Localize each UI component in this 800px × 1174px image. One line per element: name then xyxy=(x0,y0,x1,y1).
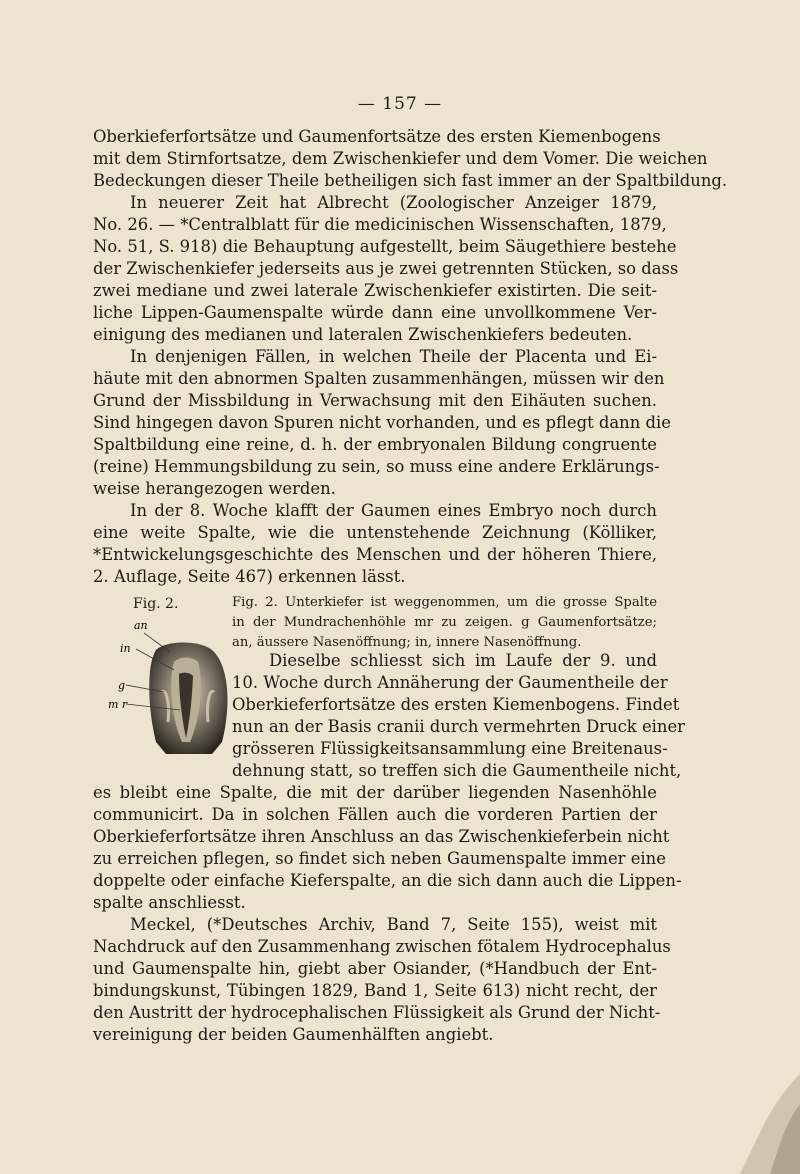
text-line: (reine) Hemmungsbildung zu sein, so muss eine andere Erklärungs- xyxy=(93,457,660,476)
text-line: und Gaumenspalte hin, giebt aber Osiander, (*Handbuch der Ent- xyxy=(93,959,657,978)
text-line: liche Lippen-Gaumenspalte würde dann eine unvollkommene Ver- xyxy=(93,303,657,322)
text-line: No. 51, S. 918) die Behauptung aufgestellt, beim Säugethiere bestehe xyxy=(93,237,677,256)
paper-stain xyxy=(700,1064,800,1174)
text-line: In der 8. Woche klafft der Gaumen eines Embryo noch durch xyxy=(130,501,657,520)
text-line: den Austritt der hydrocephalischen Flüssigkeit als Grund der Nicht- xyxy=(93,1003,661,1022)
text-line: In neuerer Zeit hat Albrecht (Zoologischer Anzeiger 1879, xyxy=(130,193,657,212)
text-line: 10. Woche durch Annäherung der Gaumentheile der xyxy=(232,673,668,692)
embryo-palate-illustration xyxy=(108,592,233,762)
caption-line: Fig. 2. Unterkiefer ist weggenommen, um die grosse Spalte xyxy=(232,595,657,610)
text-line: häute mit den abnormen Spalten zusammenhängen, müssen wir den xyxy=(93,369,665,388)
text-line: vereinigung der beiden Gaumenhälften angiebt. xyxy=(93,1025,494,1044)
page-number: — 157 — xyxy=(357,94,443,114)
text-line: mit dem Stirnfortsatze, dem Zwischenkiefer und dem Vomer. Die weichen xyxy=(93,149,708,168)
body-text-beside-figure xyxy=(232,650,685,782)
body-text-top xyxy=(93,126,728,588)
pointer-label-in: in xyxy=(120,642,131,655)
text-line: Meckel, (*Deutsches Archiv, Band 7, Seite 155), weist mit xyxy=(130,915,657,934)
text-line: bindungskunst, Tübingen 1829, Band 1, Seite 613) nicht recht, der xyxy=(93,981,657,1000)
pointer-label-an: an xyxy=(134,619,148,632)
text-line: zu erreichen pflegen, so findet sich neben Gaumenspalte immer eine xyxy=(93,849,666,868)
text-line: zwei mediane und zwei laterale Zwischenkiefer existirten. Die seit- xyxy=(93,281,657,300)
text-line: communicirt. Da in solchen Fällen auch die vorderen Partien der xyxy=(93,805,657,824)
text-line: In denjenigen Fällen, in welchen Theile der Placenta und Ei- xyxy=(130,347,657,366)
caption-line: an, äussere Nasenöffnung; in, innere Nasenöffnung. xyxy=(232,635,582,650)
text-line: Spaltbildung eine reine, d. h. der embryonalen Bildung congruente xyxy=(93,435,657,454)
figure-2 xyxy=(108,592,233,762)
pointer-label-mr: m r xyxy=(108,698,128,711)
text-line: dehnung statt, so treffen sich die Gaumentheile nicht, xyxy=(232,761,682,780)
text-line: Bedeckungen dieser Theile betheiligen sich fast immer an der Spaltbildung. xyxy=(93,171,728,190)
text-line: Oberkieferfortsätze und Gaumenfortsätze des ersten Kiemenbogens xyxy=(93,127,661,146)
text-line: nun an der Basis cranii durch vermehrten Druck einer xyxy=(232,717,685,736)
figure-label: Fig. 2. xyxy=(133,596,179,612)
text-line: Sind hingegen davon Spuren nicht vorhanden, und es pflegt dann die xyxy=(93,413,671,432)
text-line: der Zwischenkiefer jederseits aus je zwei getrennten Stücken, so dass xyxy=(93,259,679,278)
text-line: *Entwickelungsgeschichte des Menschen und der höheren Thiere, xyxy=(93,545,657,564)
caption-line: in der Mundrachenhöhle mr zu zeigen. g Gaumenfortsätze; xyxy=(232,615,657,630)
text-line: Dieselbe schliesst sich im Laufe der 9. und xyxy=(269,651,657,670)
text-line: spalte anschliesst. xyxy=(93,893,246,912)
figure-caption xyxy=(232,593,657,653)
text-line: Nachdruck auf den Zusammenhang zwischen fötalem Hydrocephalus xyxy=(93,937,671,956)
text-line: grösseren Flüssigkeitsansammlung eine Breitenaus- xyxy=(232,739,668,758)
text-line: Grund der Missbildung in Verwachsung mit den Eihäuten suchen. xyxy=(93,391,657,410)
pointer-label-g: g xyxy=(118,679,126,692)
text-line: weise herangezogen werden. xyxy=(93,479,336,498)
text-line: No. 26. — *Centralblatt für die medicinischen Wissenschaften, 1879, xyxy=(93,215,667,234)
text-line: 2. Auflage, Seite 467) erkennen lässt. xyxy=(93,567,406,586)
body-text-bottom xyxy=(93,782,682,1046)
text-line: eine weite Spalte, wie die untenstehende Zeichnung (Kölliker, xyxy=(93,523,657,542)
text-line: Oberkieferfortsätze des ersten Kiemenbogens. Findet xyxy=(232,695,680,714)
text-line: es bleibt eine Spalte, die mit der darüber liegenden Nasenhöhle xyxy=(93,783,657,802)
text-line: doppelte oder einfache Kieferspalte, an die sich dann auch die Lippen- xyxy=(93,871,682,890)
text-line: einigung des medianen und lateralen Zwischenkiefers bedeuten. xyxy=(93,325,633,344)
text-line: Oberkieferfortsätze ihren Anschluss an das Zwischenkieferbein nicht xyxy=(93,827,670,846)
